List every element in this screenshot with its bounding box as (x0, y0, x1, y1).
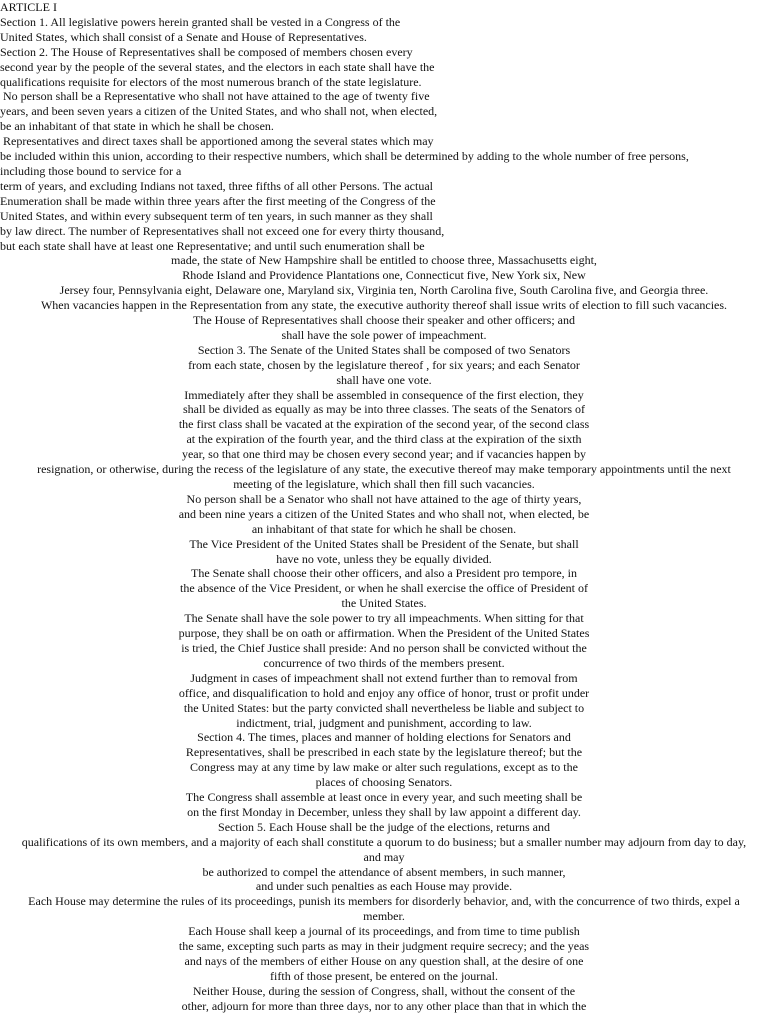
text-line: be an inhabitant of that state in which he shall be chosen. (0, 119, 274, 134)
text-line: Congress may at any time by law make or alter such regulations, except as to the (190, 760, 578, 775)
text-line: the United States. (341, 596, 427, 611)
article-heading: ARTICLE I (0, 0, 57, 14)
text-line: other, adjourn for more than three days, nor to any other place than that in which the (181, 998, 587, 1013)
text-line: be authorized to compel the attendance of absent members, in such manner, (202, 864, 566, 879)
text-line: The Senate shall choose their other officers, and also a President pro tempore, in (191, 566, 577, 581)
left-aligned-text-block (0, 15, 768, 254)
text-line: United States, and within every subsequent term of ten years, in such manner as they shall (0, 208, 433, 223)
text-line: the first class shall be vacated at the expiration of the second year, of the second class (178, 417, 590, 432)
text-line: No person shall be a Representative who shall not have attained to the age of twenty five (0, 89, 430, 104)
text-line: be included within this union, according to their respective numbers, which shall be determined by adding to the whole number of free persons, (0, 149, 689, 164)
text-line: Section 4. The times, places and manner of holding elections for Senators and (197, 730, 571, 745)
text-line: year, so that one third may be chosen every second year; and if vacancies happen by (181, 447, 587, 462)
text-line: Immediately after they shall be assembled in consequence of the first election, they (184, 387, 584, 402)
text-line: places of choosing Senators. (315, 775, 453, 790)
text-line: Section 3. The Senate of the United States shall be composed of two Senators (197, 342, 571, 357)
text-line: member. (363, 909, 405, 924)
text-line: Section 2. The House of Representatives shall be composed of members chosen every (0, 44, 413, 59)
text-line: and under such penalties as each House may provide. (255, 879, 513, 894)
text-line: have no vote, unless they be equally divided. (276, 551, 492, 566)
text-line: shall be divided as equally as may be into three classes. The seats of the Senators of (183, 402, 585, 417)
text-line: and been nine years a citizen of the United States and who shall not, when elected, be (178, 506, 590, 521)
centered-text-block (0, 253, 768, 1013)
text-line: but each state shall have at least one Representative; and until such enumeration shall be (0, 238, 425, 253)
text-line: and may (363, 849, 405, 864)
text-line: Neither House, during the session of Congress, shall, without the consent of the (192, 983, 576, 998)
text-line: indictment, trial, judgment and punishment, according to law. (236, 715, 532, 730)
text-line: at the expiration of the fourth year, and the third class at the expiration of the sixth (186, 432, 582, 447)
text-line: Each House may determine the rules of its proceedings, punish its members for disorderly behavior, and, with the concurrence of two thirds, expel a (28, 894, 740, 909)
text-line: years, and been seven years a citizen of the United States, and who shall not, when elected, (0, 104, 438, 119)
text-line: and nays of the members of either House on any question shall, at the desire of one (184, 954, 584, 968)
text-line: fifth of those present, be entered on the journal. (270, 968, 498, 983)
text-line: The Congress shall assemble at least once in every year, and such meeting shall be (185, 790, 583, 805)
text-line: qualifications of its own members, and a majority of each shall constitute a quorum to do business; but a smaller number may adjourn from day to day, (21, 834, 747, 849)
text-line: Section 1. All legislative powers herein granted shall be vested in a Congress of the (0, 14, 401, 29)
text-line: qualifications requisite for electors of the most numerous branch of the state legislature. (0, 74, 422, 89)
text-line: Representatives, shall be prescribed in each state by the legislature thereof; but the (185, 745, 583, 760)
text-line: made, the state of New Hampshire shall be entitled to choose three, Massachusetts eight, (171, 253, 597, 268)
text-line: Section 5. Each House shall be the judge of the elections, returns and (218, 819, 550, 834)
text-line: Judgment in cases of impeachment shall not extend further than to removal from (190, 670, 578, 685)
text-line: an inhabitant of that state for which he shall be chosen. (251, 521, 517, 536)
text-line: Rhode Island and Providence Plantations one, Connecticut five, New York six, New (182, 268, 586, 283)
text-line: resignation, or otherwise, during the recess of the legislature of any state, the executive thereof may make temporary appointments until the next (37, 462, 731, 477)
text-line: second year by the people of the several states, and the electors in each state shall have the (0, 59, 435, 74)
text-line: purpose, they shall be on oath or affirmation. When the President of the United States (178, 626, 590, 641)
text-line: Representatives and direct taxes shall be apportioned among the several states which may (0, 134, 434, 149)
text-line: Each House shall keep a journal of its proceedings, and from time to time publish (188, 924, 580, 939)
text-line: meeting of the legislature, which shall then fill such vacancies. (233, 477, 535, 491)
text-line: term of years, and excluding Indians not taxed, three fifths of all other Persons. The actual (0, 178, 433, 193)
text-line: the absence of the Vice President, or when he shall exercise the office of President of (179, 581, 589, 596)
text-line: the same, excepting such parts as may in their judgment require secrecy; and the yeas (178, 939, 590, 954)
text-line: concurrence of two thirds of the members present. (263, 655, 505, 670)
text-line: Enumeration shall be made within three years after the first meeting of the Congress of the (0, 193, 436, 208)
text-line: When vacancies happen in the Representation from any state, the executive authority thereof shall issue writs of election to fill such vacancies. (40, 298, 728, 313)
text-line: The House of Representatives shall choose their speaker and other officers; and (193, 313, 575, 328)
text-line: shall have the sole power of impeachment. (281, 327, 487, 342)
text-line: by law direct. The number of Representatives shall not exceed one for every thirty thousand, (0, 223, 445, 238)
text-line: including those bound to service for a (0, 163, 182, 178)
text-line: on the first Monday in December, unless they shall by law appoint a different day. (187, 804, 581, 819)
text-line: shall have one vote. (336, 372, 432, 387)
text-line: is tried, the Chief Justice shall preside: And no person shall be convicted without the (181, 640, 587, 655)
text-line: United States, which shall consist of a Senate and House of Representatives. (0, 29, 367, 44)
text-line: from each state, chosen by the legislature thereof , for six years; and each Senator (188, 357, 580, 372)
text-line: the United States: but the party convicted shall nevertheless be liable and subject to (183, 700, 585, 715)
text-line: The Senate shall have the sole power to try all impeachments. When sitting for that (184, 611, 584, 626)
text-line: office, and disqualification to hold and enjoy any office of honor, trust or profit under (178, 685, 590, 700)
text-line: Jersey four, Pennsylvania eight, Delaware one, Maryland six, Virginia ten, North Carolina five, South Carolina five, and Georgia three. (59, 283, 709, 298)
text-line: No person shall be a Senator who shall not have attained to the age of thirty years, (186, 491, 582, 506)
text-line: The Vice President of the United States shall be President of the Senate, but shall (189, 536, 579, 551)
